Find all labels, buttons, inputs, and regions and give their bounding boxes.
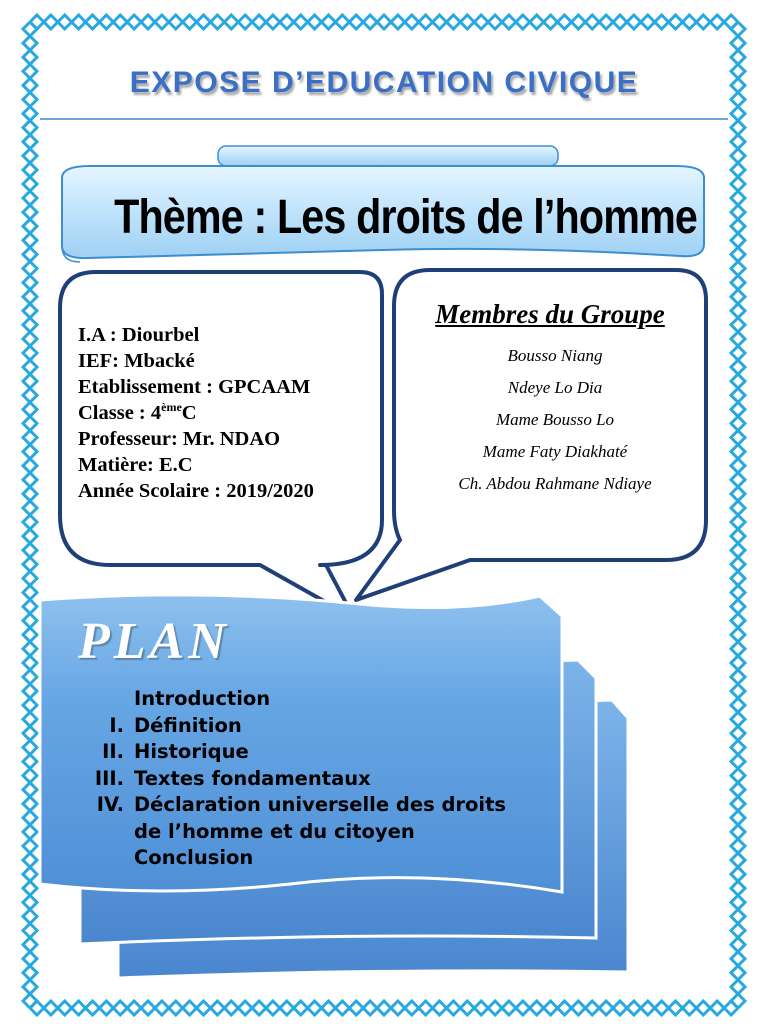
info-ia: I.A : Diourbel: [78, 324, 200, 346]
info-etablissement: Etablissement : GPCAAM: [78, 376, 311, 398]
plan-item-text: Historique: [134, 740, 249, 763]
member-name: Ch. Abdou Rahmane Ndiaye: [458, 474, 652, 493]
members-heading: Membres du Groupe: [435, 299, 665, 329]
plan-item-text: Définition: [134, 713, 242, 737]
plan-item-number: [58, 686, 134, 713]
school-info: [78, 322, 314, 504]
plan-item-number: [58, 845, 134, 872]
classe-suffix: C: [181, 402, 197, 424]
plan-item-text: Introduction: [134, 687, 271, 710]
plan-item-number: IV.: [96, 793, 124, 816]
plan-heading: PLAN: [78, 613, 230, 670]
plan-item: [58, 713, 528, 740]
member-name: Bousso Niang: [507, 346, 603, 365]
info-annee: Année Scolaire : 2019/2020: [78, 480, 314, 502]
classe-superscript: ème: [161, 400, 182, 415]
plan-item-number: II.: [102, 740, 124, 763]
plan-item-number: III.: [94, 766, 124, 790]
theme-title: Thème : Les droits de l’homme: [114, 191, 698, 244]
member-name: Ndeye Lo Dia: [507, 378, 603, 397]
plan-item-number: I.: [109, 713, 124, 737]
info-matiere: Matière: E.C: [78, 454, 193, 476]
member-name: Mame Faty Diakhaté: [482, 442, 628, 461]
plan-item-text: Conclusion: [134, 846, 254, 869]
info-ief: IEF: Mbacké: [78, 350, 195, 372]
document-title: EXPOSE D’EDUCATION CIVIQUE: [129, 66, 639, 99]
info-professeur: Professeur: Mr. NDAO: [78, 428, 281, 450]
plan-list: [58, 686, 528, 872]
members-list: [405, 340, 705, 500]
plan-item-text: Déclaration universelle des droits de l’homme et du citoyen: [134, 793, 507, 843]
info-classe: [78, 400, 314, 426]
plan-item-text: Textes fondamentaux: [134, 766, 371, 790]
plan-item: [58, 845, 528, 872]
plan-item: [58, 766, 528, 793]
classe-prefix: Classe : 4: [78, 402, 162, 424]
member-name: Mame Bousso Lo: [495, 410, 615, 429]
plan-item: [58, 739, 528, 766]
plan-item: [58, 686, 528, 713]
title-divider: [40, 118, 728, 120]
plan-item: [58, 792, 528, 845]
